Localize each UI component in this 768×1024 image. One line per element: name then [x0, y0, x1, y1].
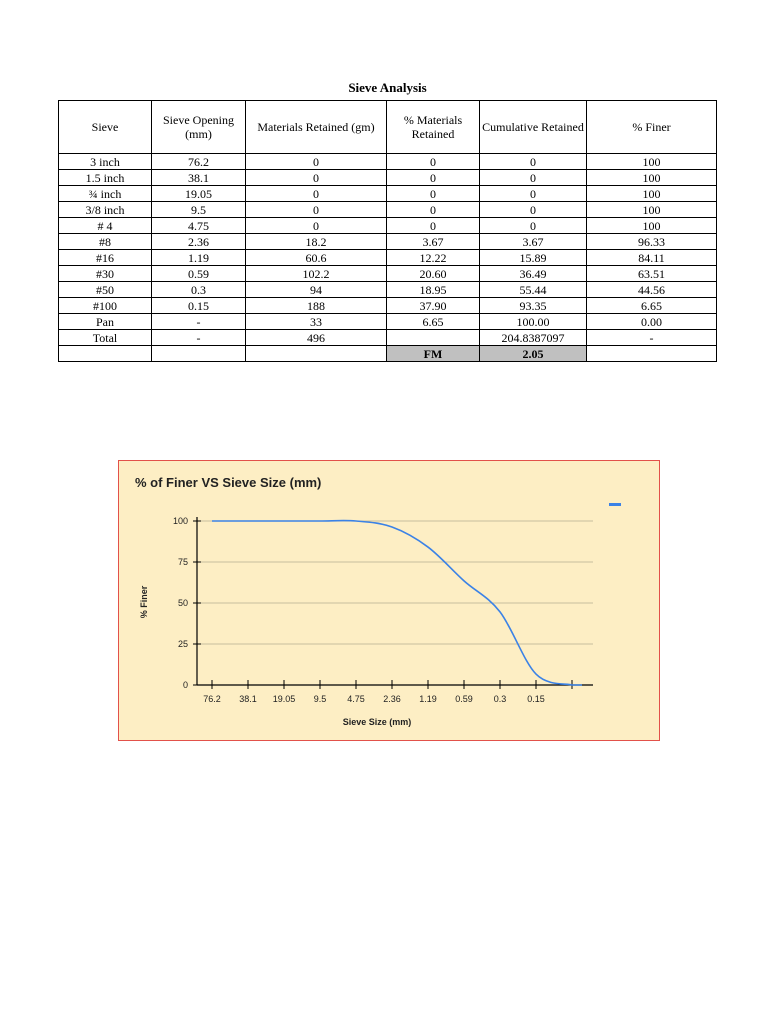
table-cell: 6.65	[387, 314, 480, 330]
sieve-analysis-table	[58, 76, 717, 362]
table-cell: 0	[480, 218, 587, 234]
table-cell: 96.33	[587, 234, 717, 250]
y-tick-label: 0	[182, 680, 188, 690]
grid-lines	[197, 521, 593, 644]
x-tick-label: 76.2	[203, 694, 221, 704]
table-cell: 0	[246, 170, 387, 186]
table-cell: 60.6	[246, 250, 387, 266]
table-cell: 76.2	[152, 154, 246, 170]
table-row	[59, 330, 717, 346]
table-cell: 12.22	[387, 250, 480, 266]
y-axis-title: % Finer	[139, 585, 149, 619]
table-cell: 3 inch	[59, 154, 152, 170]
x-tick-label: 1.19	[419, 694, 437, 704]
column-header: Sieve	[59, 101, 152, 154]
table-cell: 0.3	[152, 282, 246, 298]
y-tick-label: 25	[177, 639, 188, 649]
table-cell: 18.2	[246, 234, 387, 250]
table-cell: 204.8387097	[480, 330, 587, 346]
table-cell: 38.1	[152, 170, 246, 186]
table-row	[59, 186, 717, 202]
table-cell: 0	[387, 202, 480, 218]
table-cell: -	[152, 330, 246, 346]
table-cell: 84.11	[587, 250, 717, 266]
table-cell: 3.67	[387, 234, 480, 250]
table-cell: 0	[246, 202, 387, 218]
fm-empty-cell	[152, 346, 246, 362]
table-cell: 44.56	[587, 282, 717, 298]
table-cell: 100	[587, 154, 717, 170]
y-tick-label: 75	[177, 557, 188, 567]
table-cell: 93.35	[480, 298, 587, 314]
table-cell: 20.60	[387, 266, 480, 282]
table-row	[59, 250, 717, 266]
table-cell: 19.05	[152, 186, 246, 202]
table-cell: 1.5 inch	[59, 170, 152, 186]
table-cell: 0	[480, 154, 587, 170]
table-cell: 1.19	[152, 250, 246, 266]
table-title: Sieve Analysis	[59, 76, 717, 101]
table-cell: 3.67	[480, 234, 587, 250]
chart-title: % of Finer VS Sieve Size (mm)	[135, 475, 322, 490]
table-cell: 9.5	[152, 202, 246, 218]
table-row	[59, 282, 717, 298]
table-row	[59, 218, 717, 234]
column-header: Sieve Opening (mm)	[152, 101, 246, 154]
table-cell: #8	[59, 234, 152, 250]
table-cell: -	[152, 314, 246, 330]
x-tick-label: 0.3	[493, 694, 507, 704]
table-cell: 18.95	[387, 282, 480, 298]
table-cell: 0	[480, 170, 587, 186]
table-cell: 0	[387, 170, 480, 186]
table-cell: Pan	[59, 314, 152, 330]
y-tick-label: 100	[172, 516, 188, 526]
chart-plot	[119, 461, 659, 740]
table-row	[59, 314, 717, 330]
table-cell: 102.2	[246, 266, 387, 282]
x-axis-title: Sieve Size (mm)	[342, 717, 412, 727]
table-row	[59, 154, 717, 170]
table-cell: 0.00	[587, 314, 717, 330]
axis-ticks	[173, 516, 572, 704]
table-cell: #100	[59, 298, 152, 314]
table-cell: 0	[387, 186, 480, 202]
fm-row	[59, 346, 717, 362]
table-cell: 0	[246, 218, 387, 234]
table-cell: 55.44	[480, 282, 587, 298]
x-tick-label: 38.1	[239, 694, 257, 704]
table-cell: 188	[246, 298, 387, 314]
fm-empty-cell	[59, 346, 152, 362]
table-row	[59, 298, 717, 314]
fm-label: FM	[387, 346, 480, 362]
table-cell: 37.90	[387, 298, 480, 314]
x-tick-label: 9.5	[313, 694, 327, 704]
table-body	[59, 154, 717, 346]
x-tick-label: 2.36	[383, 694, 401, 704]
column-header: % Materials Retained	[387, 101, 480, 154]
x-tick-label: 0.15	[527, 694, 545, 704]
fm-empty-cell	[587, 346, 717, 362]
table-cell: #30	[59, 266, 152, 282]
table-cell: 100	[587, 170, 717, 186]
table-cell: 100.00	[480, 314, 587, 330]
table-header-row	[59, 101, 717, 154]
finer-vs-sieve-chart	[118, 460, 660, 741]
table-cell: 100	[587, 202, 717, 218]
table-cell: 0.59	[152, 266, 246, 282]
table-cell: 2.36	[152, 234, 246, 250]
table-cell: 0	[387, 218, 480, 234]
table-cell: 496	[246, 330, 387, 346]
table-cell: 94	[246, 282, 387, 298]
x-tick-label: 0.59	[455, 694, 473, 704]
table-cell: 0	[387, 154, 480, 170]
table-cell: 33	[246, 314, 387, 330]
table-cell: 6.65	[587, 298, 717, 314]
table-row	[59, 170, 717, 186]
x-tick-label: 4.75	[347, 694, 365, 704]
table-cell: 3/8 inch	[59, 202, 152, 218]
y-tick-label: 50	[177, 598, 188, 608]
table-cell	[387, 330, 480, 346]
table-cell: 100	[587, 186, 717, 202]
fm-value: 2.05	[480, 346, 587, 362]
table-cell: 4.75	[152, 218, 246, 234]
table-cell: 0	[246, 154, 387, 170]
table-cell: 63.51	[587, 266, 717, 282]
table-cell: 0.15	[152, 298, 246, 314]
table-cell: ¾ inch	[59, 186, 152, 202]
table-cell: 0	[480, 202, 587, 218]
column-header: Cumulative Retained	[480, 101, 587, 154]
x-tick-label: 19.05	[272, 694, 296, 704]
column-header: Materials Retained (gm)	[246, 101, 387, 154]
table-cell: 36.49	[480, 266, 587, 282]
table-cell: -	[587, 330, 717, 346]
column-header: % Finer	[587, 101, 717, 154]
fm-empty-cell	[246, 346, 387, 362]
table-cell: 15.89	[480, 250, 587, 266]
axes	[197, 517, 593, 685]
table-row	[59, 202, 717, 218]
table-row	[59, 266, 717, 282]
table-cell: #16	[59, 250, 152, 266]
table-cell: 0	[246, 186, 387, 202]
table-cell: #50	[59, 282, 152, 298]
table-row	[59, 234, 717, 250]
table-cell: # 4	[59, 218, 152, 234]
table-cell: Total	[59, 330, 152, 346]
table-cell: 0	[480, 186, 587, 202]
table-cell: 100	[587, 218, 717, 234]
